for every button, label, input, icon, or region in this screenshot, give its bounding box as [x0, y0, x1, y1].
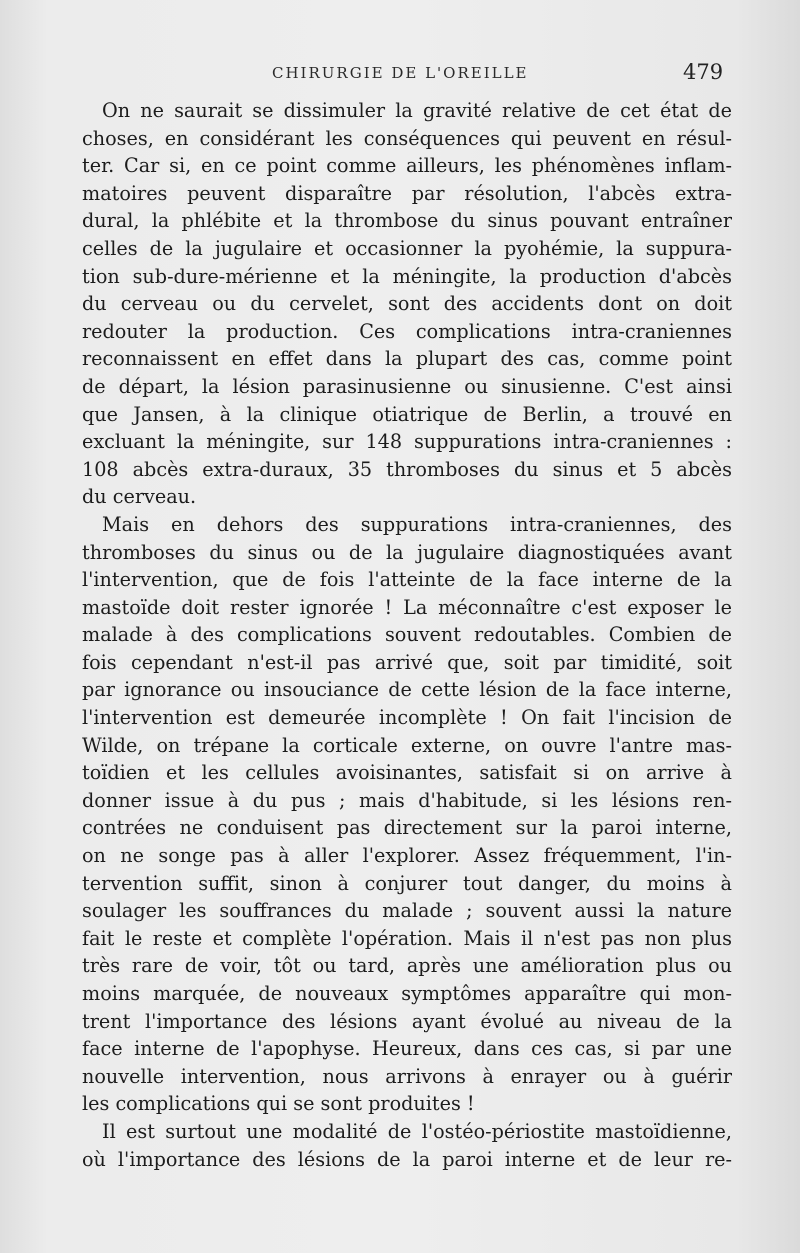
text-line: reconnaissent en effet dans la plupart des cas, comme point [82, 347, 732, 371]
text-line: 108 abcès extra-duraux, 35 thromboses du sinus et 5 abcès [82, 457, 732, 481]
text-line: thromboses du sinus ou de la jugulaire diagnostiquées avant [82, 540, 732, 564]
body-text [82, 97, 732, 1173]
text-line: tion sub-dure-mérienne et la méningite, la production d'abcès [82, 264, 732, 288]
paragraph [82, 1118, 732, 1173]
text-line: nouvelle intervention, nous arrivons à enrayer ou à guérir [82, 1064, 732, 1088]
text-line: tervention suffit, sinon à conjurer tout danger, du moins à [82, 871, 732, 895]
text-line: du cerveau. [82, 485, 197, 509]
text-line: soulager les souffrances du malade ; souvent aussi la nature [82, 899, 732, 923]
text-line: trent l'importance des lésions ayant évolué au niveau de la [82, 1009, 732, 1033]
text-line: Mais en dehors des suppurations intra-craniennes, des [102, 512, 732, 536]
text-line: toïdien et les cellules avoisinantes, satisfait si on arrive à [82, 761, 732, 785]
text-line: choses, en considérant les conséquences qui peuvent en résul- [82, 126, 732, 150]
text-line: que Jansen, à la clinique otiatrique de Berlin, a trouvé en [82, 402, 732, 426]
text-line: du cerveau ou du cervelet, sont des accidents dont on doit [82, 292, 732, 316]
text-line: moins marquée, de nouveaux symptômes apparaître qui mon- [82, 982, 732, 1005]
text-line: fois cependant n'est-il pas arrivé que, soit par timidité, soit [82, 650, 732, 674]
text-line: donner issue à du pus ; mais d'habitude, si les lésions ren- [82, 788, 732, 812]
page-header [0, 60, 800, 90]
text-line: contrées ne conduisent pas directement sur la paroi interne, [82, 816, 732, 840]
text-line: redouter la production. Ces complications intra-craniennes [82, 319, 732, 343]
paragraph [82, 97, 732, 511]
text-line: dural, la phlébite et la thrombose du sinus pouvant entraîner [82, 209, 732, 233]
text-line: excluant la méningite, sur 148 suppurations intra-craniennes : [82, 430, 732, 454]
text-line: mastoïde doit rester ignorée ! La méconnaître c'est exposer le [82, 595, 732, 619]
text-line: fait le reste et complète l'opération. Mais il n'est pas non plus [82, 926, 732, 950]
text-line: malade à des complications souvent redoutables. Combien de [82, 623, 732, 647]
text-line: Wilde, on trépane la corticale externe, on ouvre l'antre mas- [82, 733, 732, 757]
text-line: de départ, la lésion parasinusienne ou sinusienne. C'est ainsi [82, 374, 732, 398]
text-line: l'intervention, que de fois l'atteinte de la face interne de la [82, 568, 732, 592]
text-line: celles de la jugulaire et occasionner la pyohémie, la suppura- [82, 236, 732, 260]
text-line: matoires peuvent disparaître par résolution, l'abcès extra- [82, 181, 732, 205]
text-line: où l'importance des lésions de la paroi interne et de leur re- [82, 1147, 732, 1171]
page-number: 479 [683, 60, 724, 84]
running-title: CHIRURGIE DE L'OREILLE [272, 64, 529, 82]
text-line: très rare de voir, tôt ou tard, après une amélioration plus ou [82, 954, 732, 978]
text-line: on ne songe pas à aller l'explorer. Assez fréquemment, l'in- [82, 844, 732, 868]
text-line: par ignorance ou insouciance de cette lésion de la face interne, [82, 678, 732, 702]
paragraph [82, 511, 732, 1118]
text-line: Il est surtout une modalité de l'ostéo-périostite mastoïdienne, [102, 1119, 732, 1143]
text-line: les complications qui se sont produites ! [82, 1092, 475, 1116]
text-line: On ne saurait se dissimuler la gravité relative de cet état de [102, 99, 732, 122]
text-line: ter. Car si, en ce point comme ailleurs, les phénomènes inflam- [82, 154, 732, 178]
text-line: l'intervention est demeurée incomplète ! On fait l'incision de [82, 706, 732, 730]
text-line: face interne de l'apophyse. Heureux, dans ces cas, si par une [82, 1037, 732, 1061]
